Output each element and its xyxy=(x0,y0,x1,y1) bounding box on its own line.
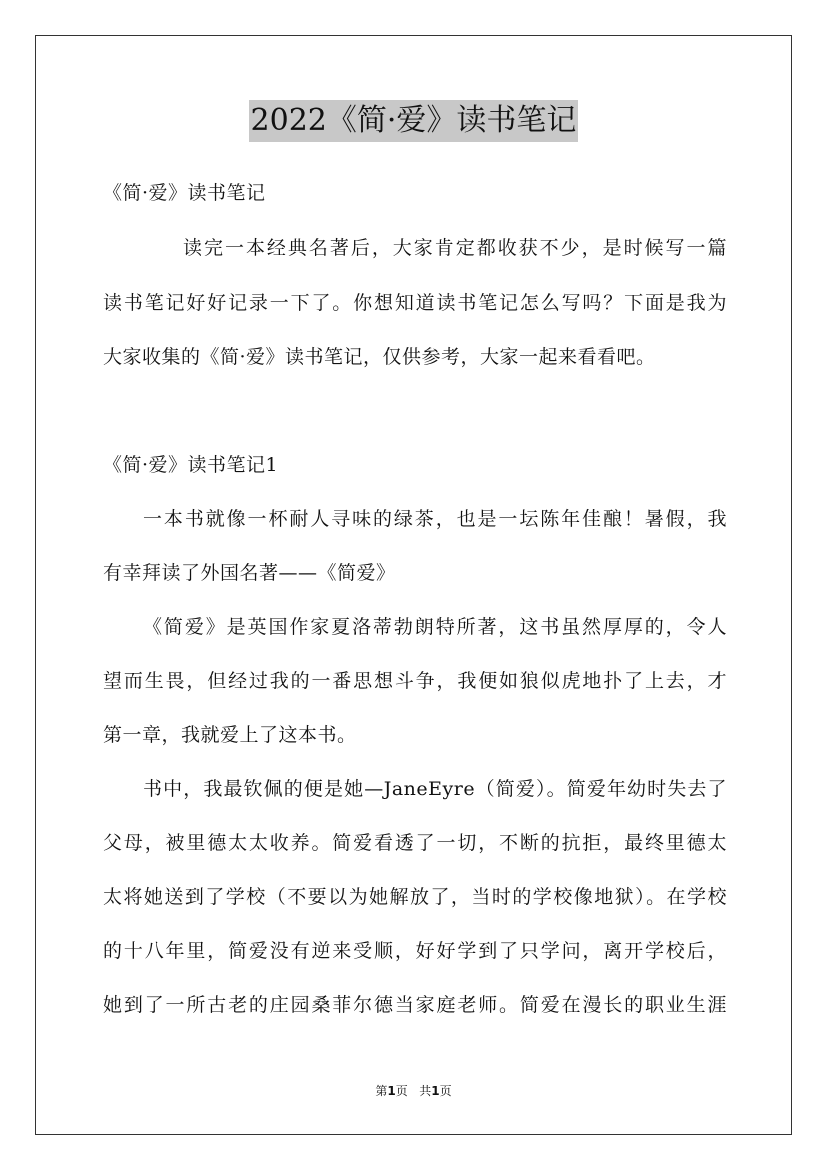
section1-heading: 《简·爱》读书笔记1 xyxy=(103,454,279,476)
para3-line-3: 太将她送到了学校（不要以为她解放了，当时的学校像地狱）。在学校 xyxy=(103,886,727,908)
para3-line-1: 书中，我最钦佩的便是她—JaneEyre（简爱）。简爱年幼时失去了 xyxy=(143,778,727,800)
footer-total-prefix: 共 xyxy=(419,1084,432,1098)
footer-page-suffix: 页 xyxy=(395,1084,408,1098)
para2-line-1: 《简爱》是英国作家夏洛蒂勃朗特所著，这书虽然厚厚的，令人 xyxy=(143,616,727,638)
intro-heading: 《简·爱》读书笔记 xyxy=(103,182,266,204)
footer-total-suffix: 页 xyxy=(439,1084,452,1098)
footer-page-current: 1 xyxy=(387,1084,396,1098)
para1-line-1: 一本书就像一杯耐人寻味的绿茶，也是一坛陈年佳酿！暑假，我 xyxy=(143,508,727,530)
footer-page-prefix: 第 xyxy=(375,1084,388,1098)
para2-line-3: 第一章，我就爱上了这本书。 xyxy=(103,724,357,746)
intro-line-3: 大家收集的《简·爱》读书笔记，仅供参考，大家一起来看看吧。 xyxy=(103,346,656,368)
document-title-wrap xyxy=(0,100,827,142)
page-footer xyxy=(0,1083,827,1099)
footer-page-total: 1 xyxy=(431,1084,440,1098)
para3-line-5: 她到了一所古老的庄园桑菲尔德当家庭老师。简爱在漫长的职业生涯 xyxy=(103,994,727,1016)
para3-line-2: 父母，被里德太太收养。简爱看透了一切，不断的抗拒，最终里德太 xyxy=(103,832,727,854)
para3-line-4: 的十八年里，简爱没有逆来受顺，好好学到了只学问，离开学校后， xyxy=(103,940,727,962)
intro-line-2: 读书笔记好好记录一下了。你想知道读书笔记怎么写吗？下面是我为 xyxy=(103,292,727,314)
intro-line-1: 读完一本经典名著后，大家肯定都收获不少，是时候写一篇 xyxy=(183,237,727,259)
para2-line-2: 望而生畏，但经过我的一番思想斗争，我便如狼似虎地扑了上去，才 xyxy=(103,670,727,692)
para1-line-2: 有幸拜读了外国名著——《简爱》 xyxy=(103,562,396,584)
document-title: 2022《简·爱》读书笔记 xyxy=(249,100,579,142)
